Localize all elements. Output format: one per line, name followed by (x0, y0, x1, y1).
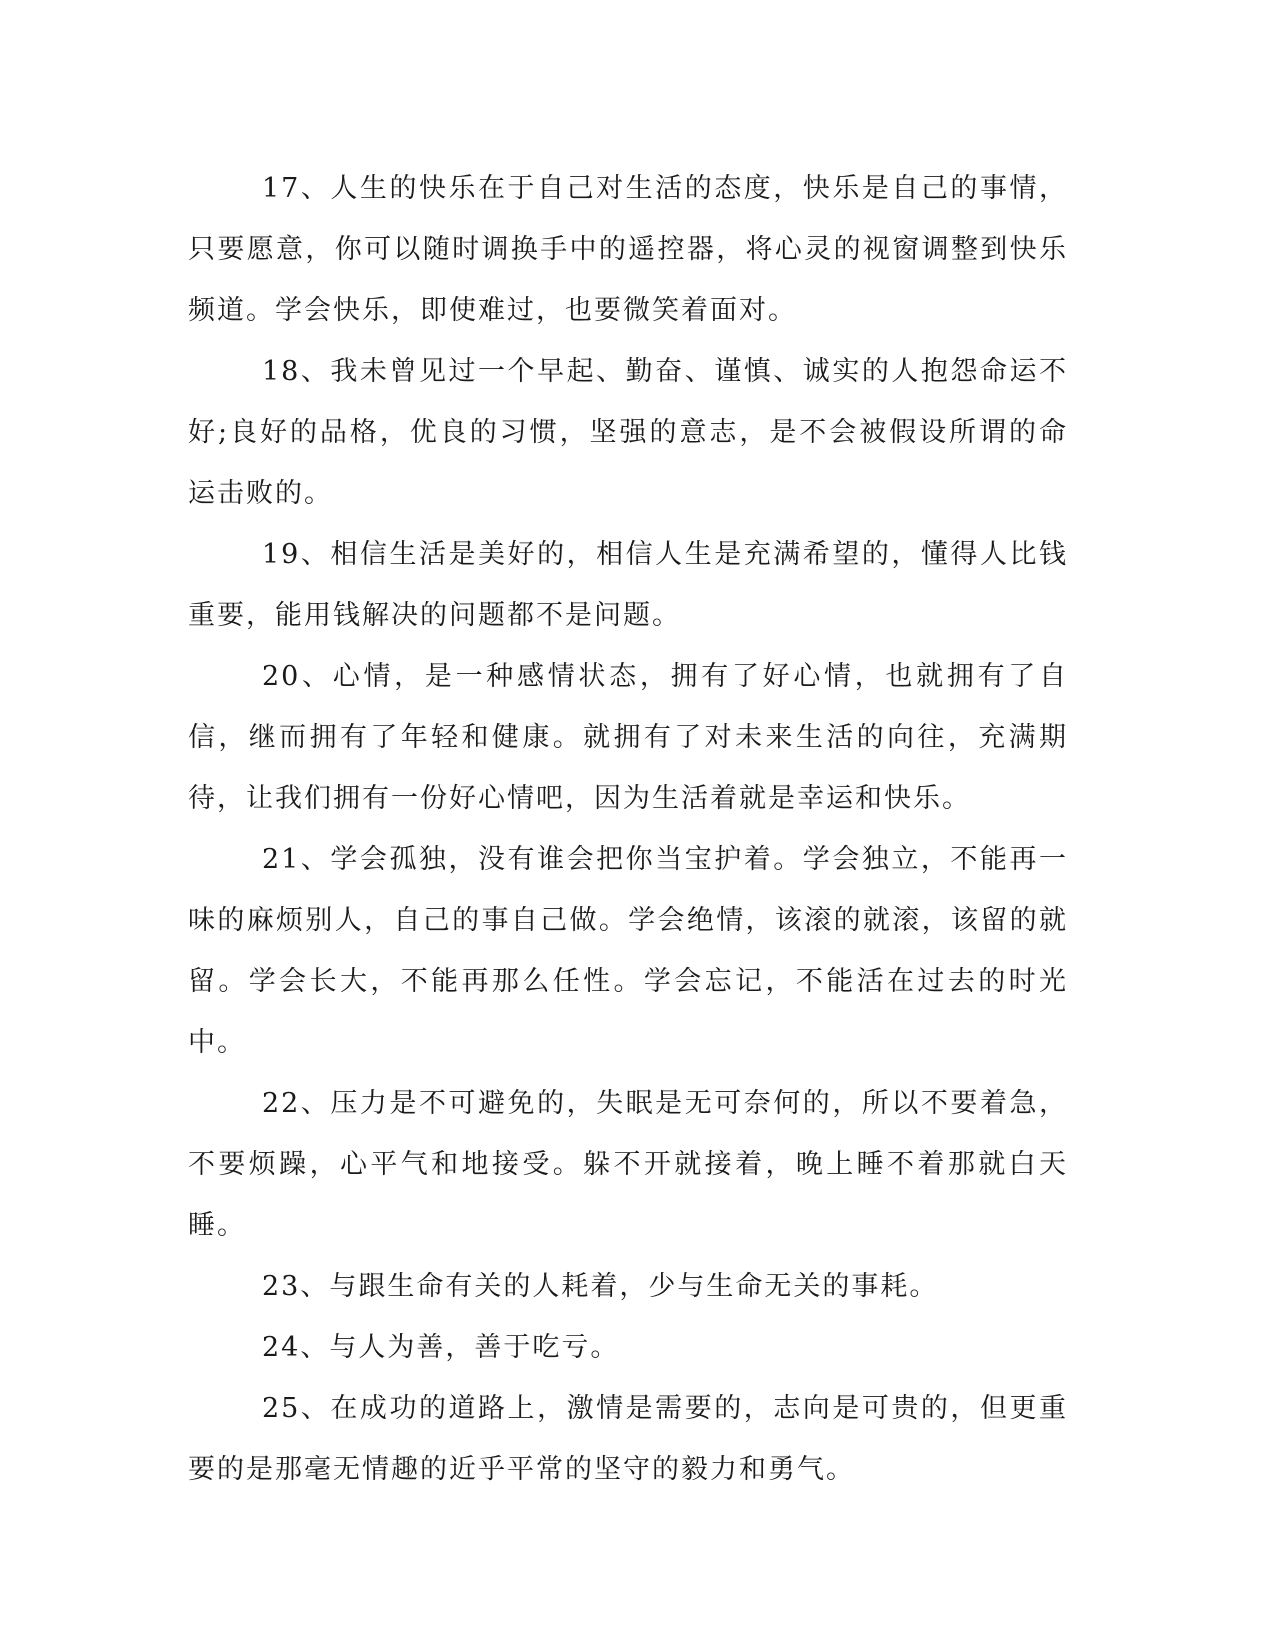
paragraph-17: 17、人生的快乐在于自己对生活的态度，快乐是自己的事情，只要愿意，你可以随时调换手中的遥控器，将心灵的视窗调整到快乐频道。学会快乐，即使难过，也要微笑着面对。 (188, 173, 1068, 326)
paragraph-19: 19、相信生活是美好的，相信人生是充满希望的，懂得人比钱重要，能用钱解决的问题都不是问题。 (188, 539, 1068, 631)
paragraph-23: 23、与跟生命有关的人耗着，少与生命无关的事耗。 (262, 1271, 939, 1302)
paragraph-25: 25、在成功的道路上，激情是需要的，志向是可贵的，但更重要的是那毫无情趣的近乎平常的坚守的毅力和勇气。 (188, 1393, 1068, 1485)
paragraph-21: 21、学会孤独，没有谁会把你当宝护着。学会独立，不能再一味的麻烦别人，自己的事自己做。学会绝情，该滚的就滚，该留的就留。学会长大，不能再那么任性。学会忘记，不能活在过去的时光中。 (188, 844, 1068, 1058)
paragraph-18: 18、我未曾见过一个早起、勤奋、谨慎、诚实的人抱怨命运不好;良好的品格，优良的习惯，坚强的意志，是不会被假设所谓的命运击败的。 (188, 356, 1068, 509)
paragraph-22: 22、压力是不可避免的，失眠是无可奈何的，所以不要着急，不要烦躁，心平气和地接受。躲不开就接着，晚上睡不着那就白天睡。 (188, 1088, 1068, 1241)
document-body (188, 158, 1068, 1500)
paragraph-24: 24、与人为善，善于吃亏。 (262, 1332, 620, 1363)
paragraph-20: 20、心情，是一种感情状态，拥有了好心情，也就拥有了自信，继而拥有了年轻和健康。就拥有了对未来生活的向往，充满期待，让我们拥有一份好心情吧，因为生活着就是幸运和快乐。 (188, 661, 1068, 814)
